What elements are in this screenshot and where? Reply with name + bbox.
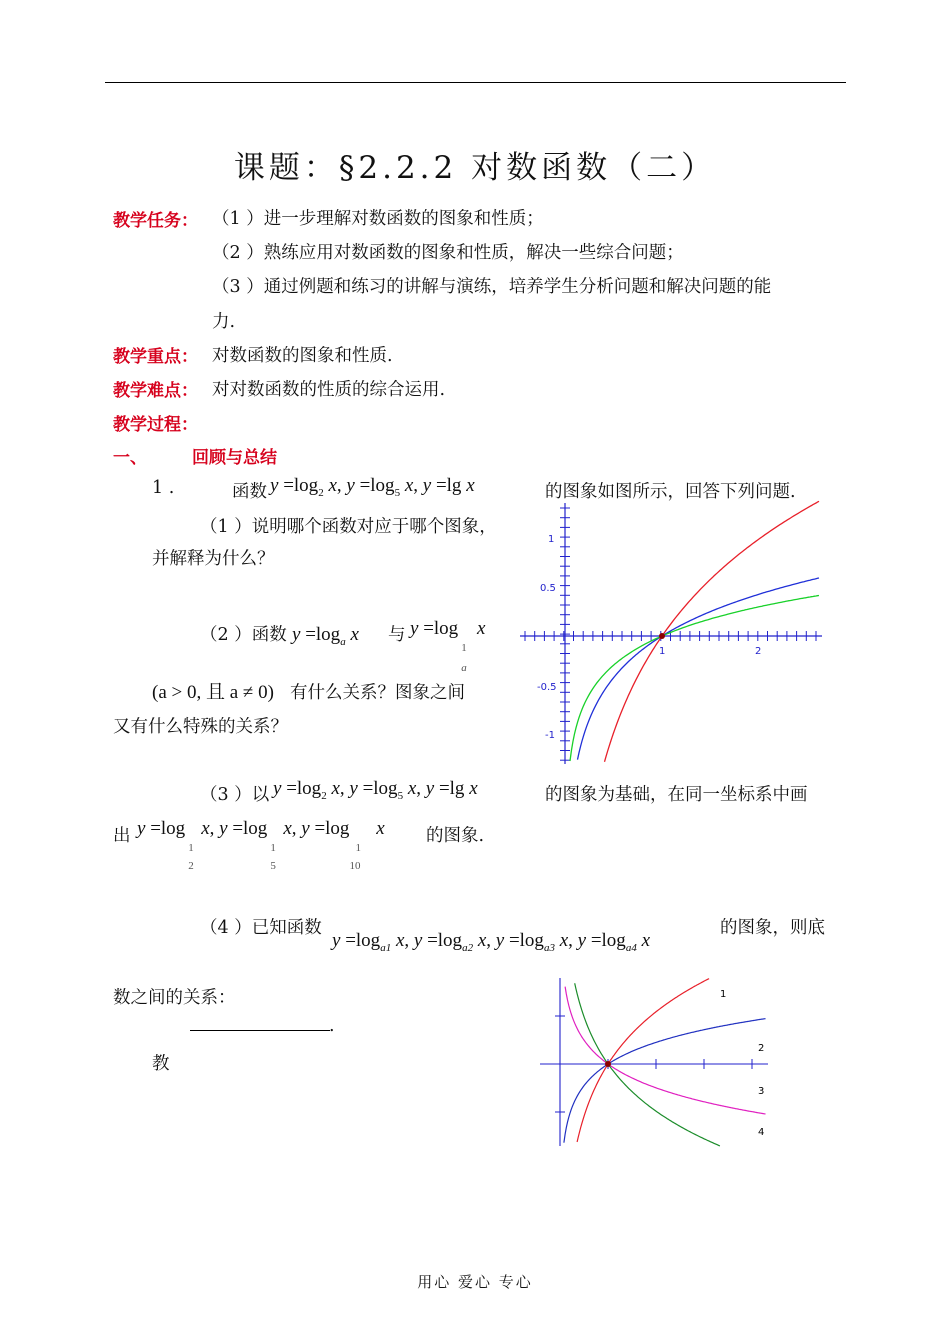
difficulty-text: 对对数函数的性质的综合运用. xyxy=(212,380,446,400)
curve-label-3: 3 xyxy=(758,1086,765,1097)
curve-3 xyxy=(565,987,765,1114)
part4-line2: 数之间的关系： xyxy=(113,988,236,1008)
objective-3-cont: 力. xyxy=(212,312,236,332)
part2-condition: (a > 0, 且 a ≠ 0) xyxy=(152,682,274,703)
question-suffix: 的图象如图所示，回答下列问题. xyxy=(545,482,796,502)
part3-line1: 的图象为基础，在同一坐标系中画 xyxy=(545,785,808,805)
y-tick-neg1: -1 xyxy=(545,730,555,741)
part1-line1: （1 ）说明哪个函数对应于哪个图象， xyxy=(200,517,497,537)
objectives-label: 教学任务： xyxy=(113,211,198,231)
formula-loga: $y =\log_a$ x xyxy=(292,624,359,648)
objective-2: （2 ）熟练应用对数函数的图象和性质，解决一些综合问题； xyxy=(212,243,684,263)
formula-q1: $y =\log_2$ x, $y =\log_5$ x, y =lg x xyxy=(270,475,475,499)
part4-suffix: 的图象，则底 xyxy=(720,918,825,938)
graph1-axes xyxy=(520,503,822,764)
curve-1 xyxy=(577,979,709,1142)
intersection-point xyxy=(659,633,665,639)
page-title: 课题：§2.2.2 对数函数（二） xyxy=(233,150,717,186)
process-label: 教学过程： xyxy=(113,415,198,435)
answer-period: . xyxy=(329,1016,335,1036)
graph-log-functions xyxy=(520,498,825,766)
x-tick-2: 2 xyxy=(755,646,762,657)
part4-prefix: （4 ）已知函数 xyxy=(200,918,322,938)
objective-1: （1 ）进一步理解对数函数的图象和性质； xyxy=(212,209,544,229)
formula-log1a: y =log 1 a x xyxy=(410,618,486,674)
part1-line2: 并解释为什么？ xyxy=(152,549,275,569)
intersection-point-2 xyxy=(605,1061,611,1067)
formula-q4: $y =\log_{a1}$ x, $y =\log_{a2}$ x, $y =\log_{a3}$ x, $y =\log_{a4}$ x xyxy=(332,930,650,954)
y-tick-05: 0.5 xyxy=(540,583,556,594)
question-prefix: 函数 xyxy=(232,482,267,502)
part2-line2: 有什么关系？图象之间 xyxy=(290,683,465,703)
question-number: 1 . xyxy=(152,478,175,498)
y-tick-neg05: -0.5 xyxy=(537,682,557,693)
curve-2 xyxy=(564,1019,766,1143)
objective-3: （3 ）通过例题和练习的讲解与演练，培养学生分析问题和解决问题的能 xyxy=(212,277,772,297)
focus-label: 教学重点： xyxy=(113,347,198,367)
curve-lg xyxy=(570,596,819,762)
answer-blank[interactable] xyxy=(190,1030,330,1031)
header-rule xyxy=(105,82,846,83)
graph2-axes xyxy=(540,978,768,1146)
part2-prefix: （2 ）函数 xyxy=(200,625,287,645)
y-tick-1: 1 xyxy=(548,534,555,545)
difficulty-label: 教学难点： xyxy=(113,381,198,401)
curve-label-1: 1 xyxy=(720,989,727,1000)
x-tick-1: 1 xyxy=(659,646,666,657)
part2-line3: 又有什么特殊的关系？ xyxy=(113,717,288,737)
focus-text: 对数函数的图象和性质. xyxy=(212,346,393,366)
footer-motto: 用心 爱心 专心 xyxy=(417,1273,533,1291)
curve-label-2: 2 xyxy=(758,1043,765,1054)
curve-4 xyxy=(575,983,720,1146)
formula-q3a: $y =\log_2$ x, $y =\log_5$ x, y =lg x xyxy=(273,778,478,802)
trailing-text: 教 xyxy=(152,1054,170,1074)
section-title: 回顾与总结 xyxy=(192,448,277,468)
curve-label-4: 4 xyxy=(758,1127,765,1138)
part3-prefix: （3 ）以 xyxy=(200,785,270,805)
formula-q3b: y =log 1 2 x, y =log 1 5 x, y =log 1 10 x xyxy=(137,818,385,872)
graph-four-bases xyxy=(540,978,770,1148)
part3-out: 出 xyxy=(113,826,131,846)
part2-and: 与 xyxy=(388,625,406,645)
part3-end: 的图象. xyxy=(426,826,485,846)
section-number: 一、 xyxy=(113,448,147,468)
